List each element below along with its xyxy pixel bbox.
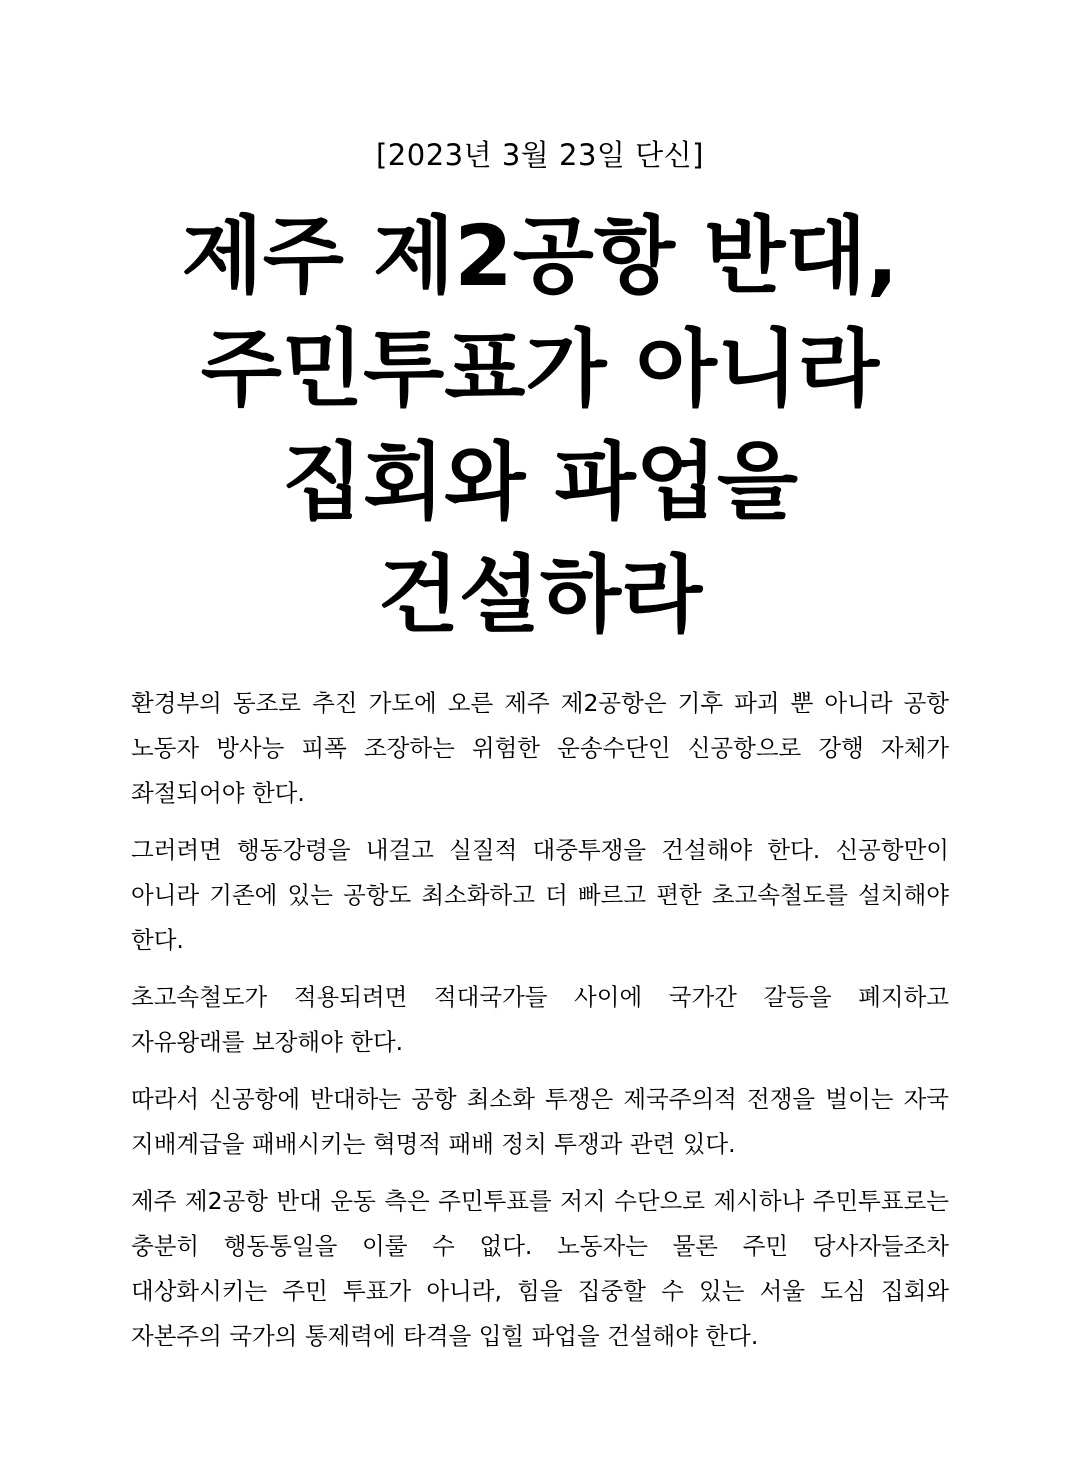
- headline-line: 집회와 파업을: [281, 433, 799, 531]
- body-paragraph: 환경부의 동조로 추진 가도에 오른 제주 제2공항은 기후 파괴 뿐 아니라 공항 노동자 방사능 피폭 조장하는 위험한 운송수단인 신공항으로 강행 자체가 좌절되어야 한다.: [131, 689, 949, 807]
- headline-line: 주민투표가 아니라: [200, 320, 880, 418]
- body-paragraph: 따라서 신공항에 반대하는 공항 최소화 투쟁은 제국주의적 전쟁을 벌이는 자국 지배계급을 패배시키는 혁명적 패배 정치 투쟁과 관련 있다.: [131, 1085, 949, 1158]
- body-paragraph: 초고속철도가 적용되려면 적대국가들 사이에 국가간 갈등을 폐지하고 자유왕래를 보장해야 한다.: [131, 983, 949, 1056]
- headline-line: 제주 제2공항 반대,: [181, 207, 899, 305]
- dateline: [2023년 3월 23일 단신]: [375, 138, 704, 172]
- headline-line: 건설하라: [377, 546, 703, 644]
- headline: [60, 200, 1020, 652]
- body-paragraph: 제주 제2공항 반대 운동 측은 주민투표를 저지 수단으로 제시하나 주민투표로는 충분히 행동통일을 이룰 수 없다. 노동자는 물론 주민 당사자들조차 대상화시키는 주민 투표가 아니라, 힘을 집중할 수 있는 서울 도심 집회와 자본주의 국가의 통제력에 타격을 입힐 파업을 건설해야 한다.: [131, 1187, 949, 1350]
- body-paragraph: 그러려면 행동강령을 내걸고 실질적 대중투쟁을 건설해야 한다. 신공항만이 아니라 기존에 있는 공항도 최소화하고 더 빠르고 편한 초고속철도를 설치해야 한다.: [131, 836, 949, 954]
- article-body: [131, 681, 949, 1371]
